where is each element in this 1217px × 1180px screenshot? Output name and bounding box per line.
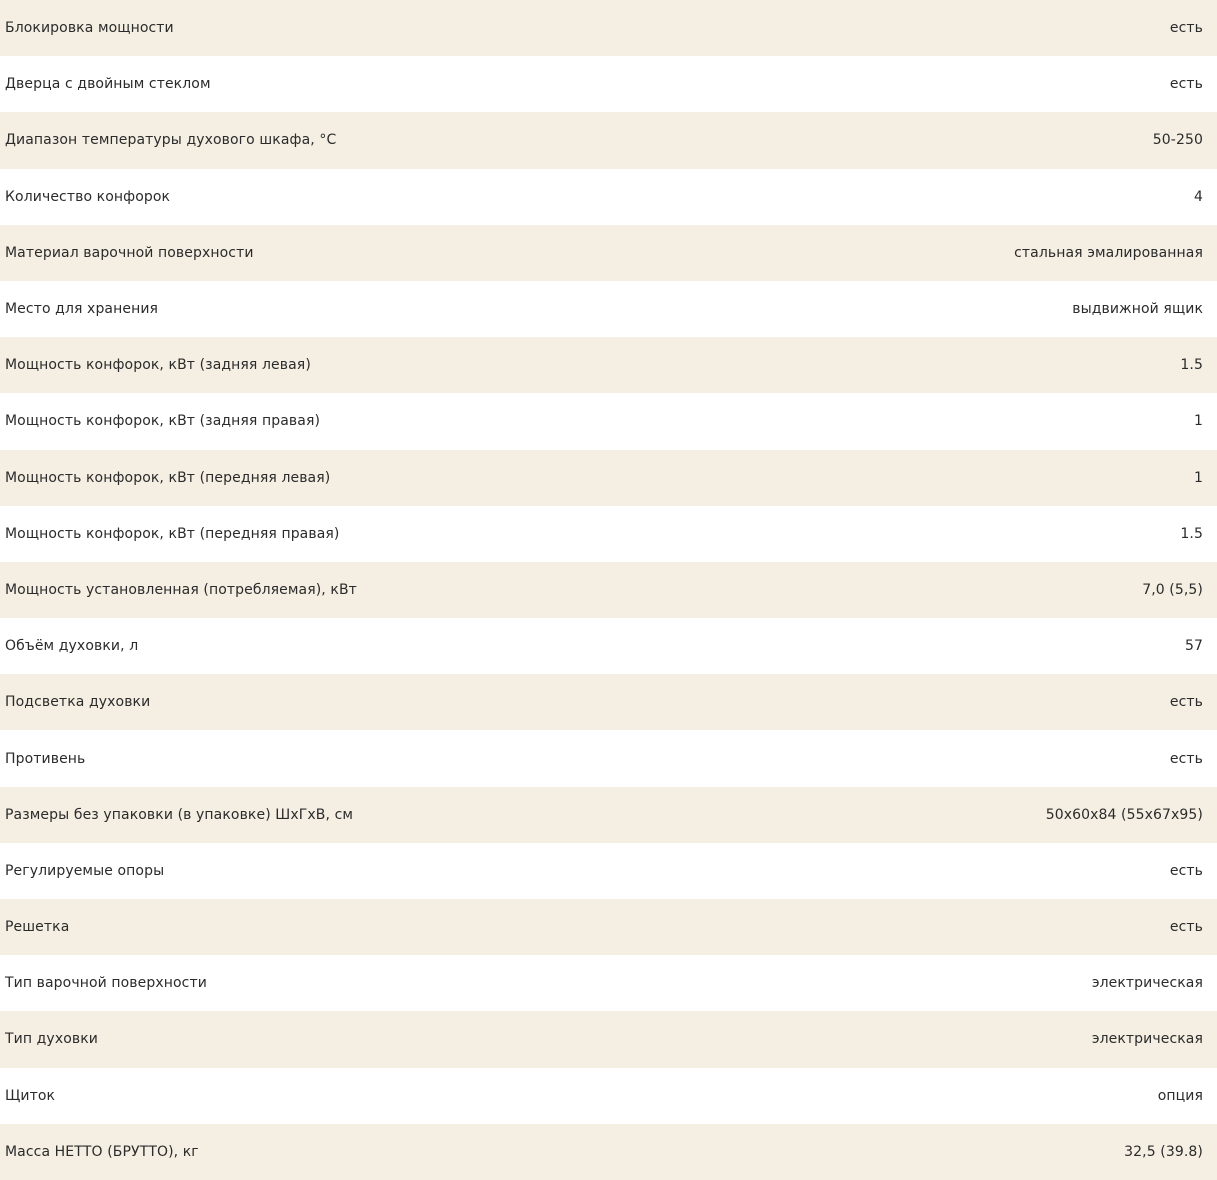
spec-label: Масса НЕТТО (БРУТТО), кг <box>5 1143 199 1160</box>
spec-value: 7,0 (5,5) <box>1142 581 1203 598</box>
spec-row-burner-power-front-left <box>0 450 1217 506</box>
spec-value: электрическая <box>1091 975 1203 992</box>
spec-label: Регулируемые опоры <box>5 862 165 879</box>
spec-label: Щиток <box>5 1087 56 1104</box>
spec-row-weight <box>0 1124 1217 1180</box>
spec-label: Объём духовки, л <box>5 638 139 655</box>
spec-row-burner-power-rear-right <box>0 393 1217 449</box>
spec-label: Мощность конфорок, кВт (передняя правая) <box>5 525 340 542</box>
spec-value: стальная эмалированная <box>1014 244 1203 261</box>
spec-value: выдвижной ящик <box>1072 301 1203 318</box>
spec-value: есть <box>1169 694 1203 711</box>
spec-row-double-glass-door <box>0 56 1217 112</box>
spec-row-dimensions <box>0 787 1217 843</box>
spec-row-installed-power <box>0 562 1217 618</box>
spec-value: есть <box>1169 862 1203 879</box>
spec-value: 57 <box>1184 638 1203 655</box>
spec-label: Мощность конфорок, кВт (передняя левая) <box>5 469 331 486</box>
spec-label: Тип духовки <box>5 1031 98 1048</box>
spec-label: Мощность конфорок, кВт (задняя левая) <box>5 357 311 374</box>
spec-row-oven-light <box>0 674 1217 730</box>
spec-value: есть <box>1169 76 1203 93</box>
spec-row-grill-rack <box>0 899 1217 955</box>
spec-label: Диапазон температуры духового шкафа, °С <box>5 132 337 149</box>
spec-value: 50-250 <box>1152 132 1203 149</box>
spec-value: есть <box>1169 20 1203 37</box>
spec-label: Место для хранения <box>5 301 159 318</box>
spec-label: Мощность конфорок, кВт (задняя правая) <box>5 413 321 430</box>
spec-label: Размеры без упаковки (в упаковке) ШхГхВ, см <box>5 806 354 823</box>
spec-row-baking-tray <box>0 730 1217 786</box>
spec-row-splash-guard <box>0 1068 1217 1124</box>
spec-value: 1.5 <box>1180 357 1203 374</box>
spec-label: Блокировка мощности <box>5 20 174 37</box>
spec-row-burner-count <box>0 169 1217 225</box>
spec-value: 1 <box>1193 413 1203 430</box>
spec-label: Решетка <box>5 919 70 936</box>
spec-label: Противень <box>5 750 86 767</box>
spec-value: опция <box>1157 1087 1203 1104</box>
spec-row-hob-material <box>0 225 1217 281</box>
spec-value: есть <box>1169 919 1203 936</box>
spec-value: 32,5 (39.8) <box>1124 1143 1203 1160</box>
spec-value: 4 <box>1193 188 1203 205</box>
spec-label: Количество конфорок <box>5 188 171 205</box>
spec-row-burner-power-rear-left <box>0 337 1217 393</box>
spec-label: Тип варочной поверхности <box>5 975 207 992</box>
spec-value: 1.5 <box>1180 525 1203 542</box>
spec-row-power-lock <box>0 0 1217 56</box>
spec-value: есть <box>1169 750 1203 767</box>
spec-label: Материал варочной поверхности <box>5 244 254 261</box>
spec-row-hob-type <box>0 955 1217 1011</box>
spec-label: Мощность установленная (потребляемая), кВт <box>5 581 357 598</box>
spec-row-burner-power-front-right <box>0 506 1217 562</box>
spec-label: Подсветка духовки <box>5 694 151 711</box>
spec-row-storage <box>0 281 1217 337</box>
spec-row-oven-type <box>0 1011 1217 1067</box>
spec-value: 50х60х84 (55х67х95) <box>1045 806 1203 823</box>
spec-value: 1 <box>1193 469 1203 486</box>
spec-row-adjustable-feet <box>0 843 1217 899</box>
spec-value: электрическая <box>1091 1031 1203 1048</box>
spec-row-oven-volume <box>0 618 1217 674</box>
spec-row-oven-temperature-range <box>0 112 1217 168</box>
spec-label: Дверца с двойным стеклом <box>5 76 211 93</box>
